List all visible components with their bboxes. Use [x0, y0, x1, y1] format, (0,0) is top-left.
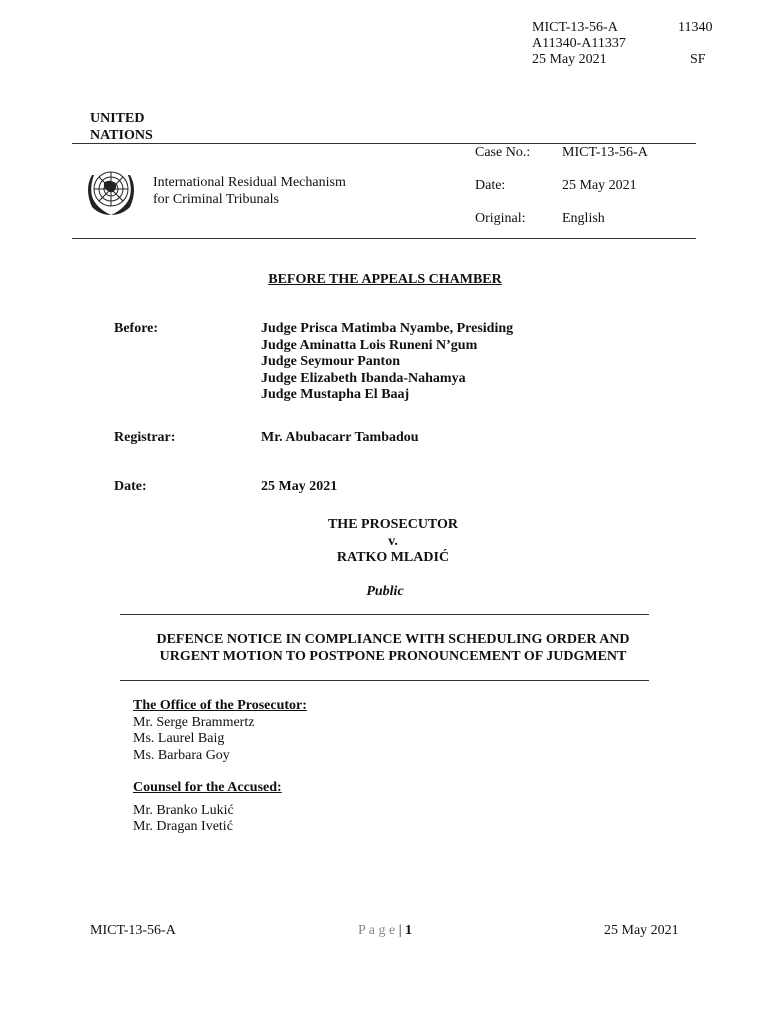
counsel-heading: Counsel for the Accused: [133, 780, 282, 795]
footer-case-ref: MICT-13-56-A [90, 923, 176, 938]
header-rule-bottom [72, 238, 696, 239]
date-value: 25 May 2021 [261, 479, 338, 494]
date-label: Date: [114, 479, 147, 494]
doc-title-line2: URGENT MOTION TO POSTPONE PRONOUNCEMENT OF JUDGMENT [159, 648, 627, 664]
un-line2: NATIONS [90, 127, 153, 143]
counsel-member-2: Mr. Dragan Ivetić [133, 819, 233, 834]
judge-4: Judge Elizabeth Ibanda-Nahamya [261, 370, 466, 386]
title-rule-bottom [120, 680, 649, 681]
case-info [475, 145, 695, 235]
header-rule-top [72, 143, 696, 144]
doc-title-line1: DEFENCE NOTICE IN COMPLIANCE WITH SCHEDULING ORDER AND [156, 632, 630, 647]
case-no-value: MICT-13-56-A [562, 145, 648, 160]
stamp-page-number: 11340 [678, 20, 713, 35]
registrar-label: Registrar: [114, 430, 176, 445]
stamp-case-ref: MICT-13-56-A [532, 20, 618, 35]
parties [0, 517, 770, 567]
case-date-value: 25 May 2021 [562, 178, 637, 193]
classification: Public [366, 584, 404, 599]
mechanism-line1: International Residual Mechanism [153, 175, 346, 190]
title-rule-top [120, 614, 649, 615]
stamp-date: 25 May 2021 [532, 52, 607, 67]
counsel-section [133, 780, 282, 836]
registrar-value: Mr. Abubacarr Tambadou [261, 430, 419, 445]
un-line1: UNITED [90, 111, 145, 126]
otp-member-2: Ms. Laurel Baig [133, 731, 225, 746]
mechanism-line2: for Criminal Tribunals [153, 191, 280, 207]
un-heading [90, 111, 153, 144]
mechanism-name [153, 175, 346, 208]
footer-page-word: P a g e [357, 923, 396, 938]
footer-date: 25 May 2021 [604, 923, 679, 938]
judge-3: Judge Seymour Panton [261, 354, 400, 369]
otp-member-1: Mr. Serge Brammertz [133, 714, 255, 730]
footer-page-number: 1 [405, 923, 412, 938]
judge-1: Judge Prisca Matimba Nyambe, Presiding [261, 321, 514, 336]
prosecutor-party: THE PROSECUTOR [327, 517, 459, 532]
accused-party: RATKO MLADIĆ [336, 550, 450, 565]
case-no-label: Case No.: [475, 145, 531, 160]
judges-list [261, 321, 513, 404]
judge-5: Judge Mustapha El Baaj [261, 387, 410, 402]
stamp-page-range: A11340-A11337 [532, 36, 626, 51]
stamp-initials: SF [690, 52, 706, 67]
chamber-title: BEFORE THE APPEALS CHAMBER [268, 272, 502, 287]
before-label: Before: [114, 321, 159, 336]
case-date-label: Date: [475, 178, 506, 193]
un-emblem-icon [78, 163, 144, 221]
case-original-value: English [562, 211, 605, 226]
otp-member-3: Ms. Barbara Goy [133, 747, 230, 763]
case-original-label: Original: [475, 211, 526, 226]
counsel-member-1: Mr. Branko Lukić [133, 802, 234, 818]
otp-heading: The Office of the Prosecutor: [133, 698, 307, 713]
document-title [0, 632, 770, 665]
footer-separator: | [398, 923, 402, 938]
versus: v. [388, 533, 398, 549]
otp-section [133, 698, 307, 764]
judge-2: Judge Aminatta Lois Runeni N’gum [261, 337, 478, 353]
